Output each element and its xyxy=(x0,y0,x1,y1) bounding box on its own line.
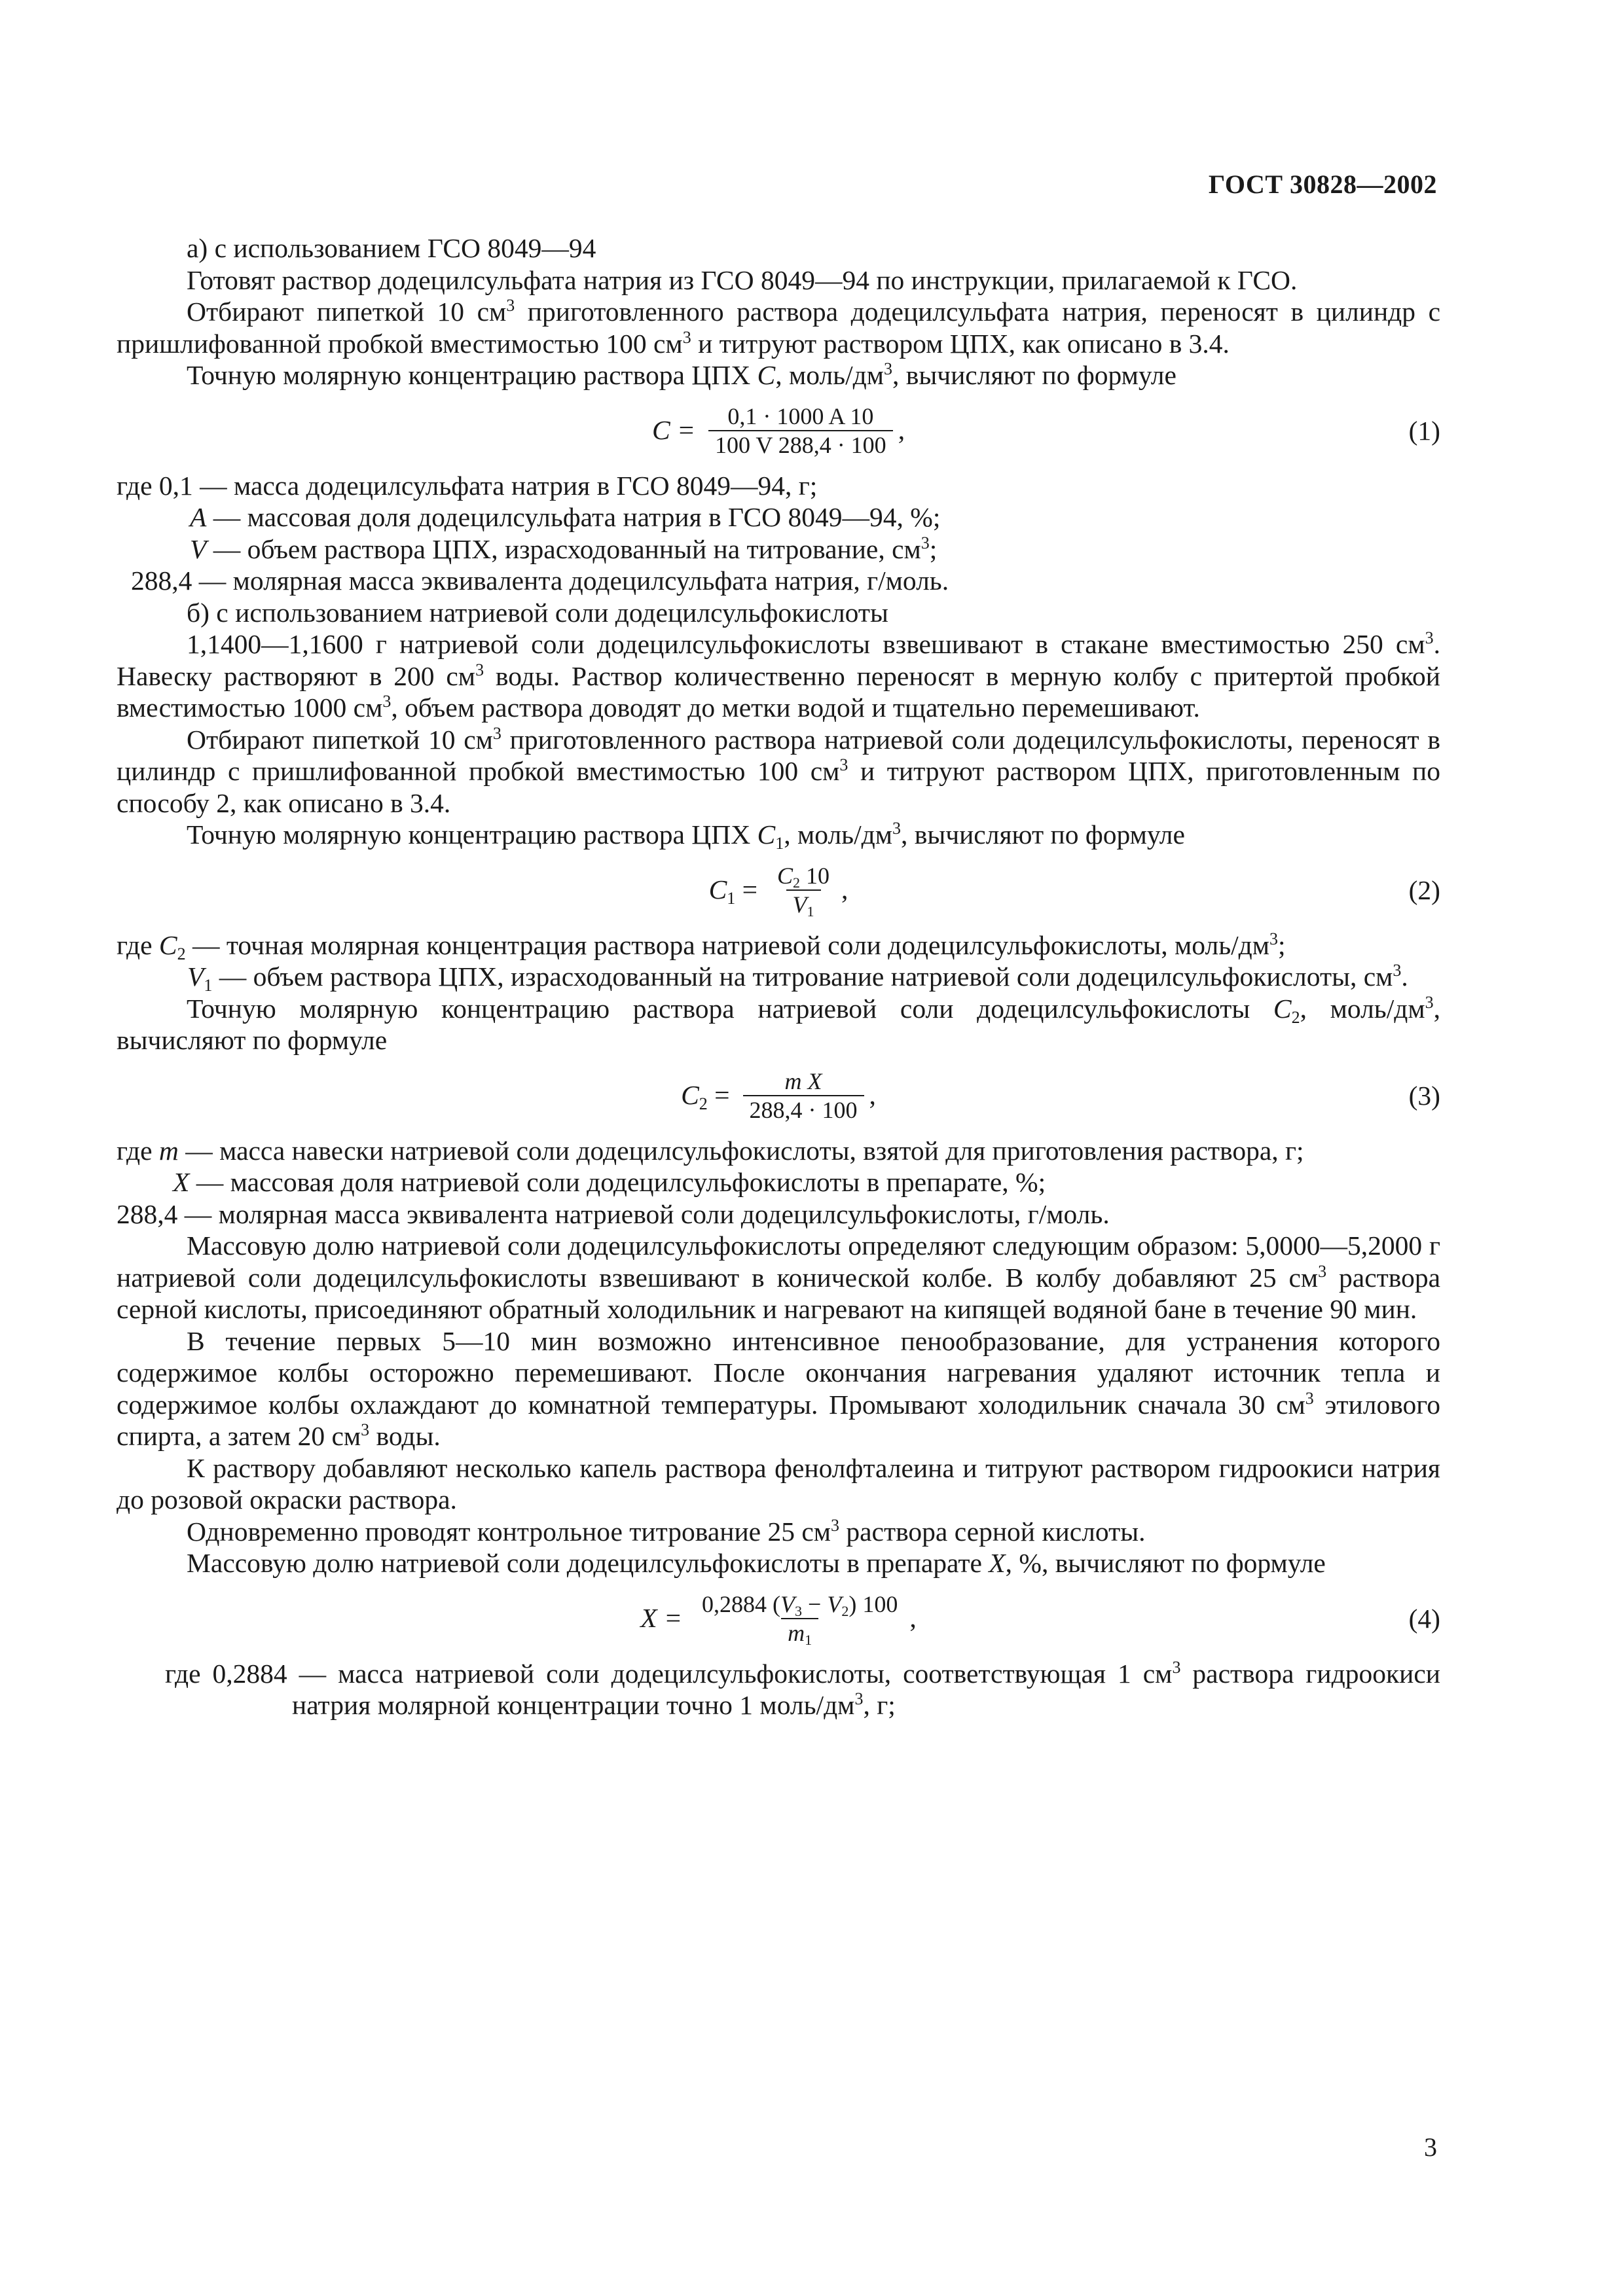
paragraph: Одновременно проводят контрольное титрование 25 $см^3$ раствора серной кислоты. xyxy=(187,1515,1146,1547)
section-b-title: б) с использованием натриевой соли додецилсульфокислоты xyxy=(187,597,888,628)
definition: $V_1$ — объем раствора ЦПХ, израсходованный на титрование натриевой соли додецилсульфокислоты, $см^3$. xyxy=(187,961,1408,995)
paragraph: Отбирают пипеткой 10 $см^3$ приготовленного раствора натриевой соли додецилсульфокислоты, переносят в цилиндр с пришлифованной пробкой вместимостью 100 $см^3$ и титруют раствором ЦПХ, приготовленным по способу 2, как описано в 3.4. xyxy=(117,723,1440,818)
formula-4: X = $\frac{0,2884 (V_3 - V_2) 100}{m_1}$ , (4) xyxy=(640,1590,1440,1648)
fraction: $\frac{\text{m X}}{288,4 \cdot 100}$ xyxy=(743,1067,864,1124)
paragraph: Точную молярную концентрацию раствора ЦПХ $C_1$, моль/$дм^3$, вычисляют по формуле xyxy=(187,819,1185,853)
definition: где m — масса навески натриевой соли додецилсульфокислоты, взятой для приготовления раствора, г; xyxy=(117,1135,1304,1166)
document-body xyxy=(117,232,1440,1721)
equation-number: (1) xyxy=(1408,415,1440,446)
paragraph: Массовую долю натриевой соли додецилсульфокислоты в препарате X, %, вычисляют по формуле xyxy=(187,1548,1326,1578)
definition: V — объем раствора ЦПХ, израсходованный на титрование, $см^3$; xyxy=(190,533,938,564)
definition: A — массовая доля додецилсульфата натрия в ГСО 8049—94, %; xyxy=(190,502,941,532)
paragraph: Массовую долю натриевой соли додецилсульфокислоты определяют следующим образом: 5,0000—5,2000 г натриевой соли додецилсульфокислоты взвешивают в конической колбе. В колбу добавляют 25 $см^3$ раствора серной кислоты, присоединяют обратный холодильник и нагревают на кипящей водяной бане в течение 90 мин. xyxy=(117,1230,1440,1324)
paragraph: 1,1400—1,1600 г натриевой соли додецилсульфокислоты взвешивают в стакане вместимостью 250 $см^3$. Навеску растворяют в 200 $см^3$ воды. Раствор количественно переносят в мерную колбу с притертой пробкой вместимостью 1000 $см^3$, объем раствора доводят до метки водой и тщательно перемешивают. xyxy=(117,628,1440,723)
paragraph: Отбирают пипеткой 10 $см^3$ приготовленного раствора додецилсульфата натрия, переносят в цилиндр с пришлифованной пробкой вместимостью 100 $см^3$ и титруют раствором ЦПХ, как описано в 3.4. xyxy=(117,296,1440,359)
equation-number: (4) xyxy=(1408,1603,1440,1634)
fraction: $\frac{0,1 \cdot 1000 A 10}{100 V 288,4 \cdot 100}$ xyxy=(708,403,893,459)
formula-3: $C_2$ = $\frac{\text{m X}}{288,4 \cdot 100}$ , (3) xyxy=(681,1067,1440,1123)
paragraph: Точную молярную концентрацию раствора ЦПХ С, моль/$дм^3$, вычисляют по формуле xyxy=(187,359,1176,390)
formula-1: C = $\frac{0,1 \cdot 1000 A 10}{100 V 288,4 \cdot 100}$ , (1) xyxy=(651,403,1440,458)
page-number: 3 xyxy=(1424,2132,1437,2162)
definition: 288,4 — молярная масса эквивалента додецилсульфата натрия, г/моль. xyxy=(131,565,949,596)
formula-2: $C_1$ = $\frac{C_2 10}{V_1}$ , (2) xyxy=(708,862,1440,920)
definition: где 0,1 — масса додецилсульфата натрия в ГСО 8049—94, г; xyxy=(117,470,818,501)
paragraph: Точную молярную концентрацию раствора натриевой соли додецилсульфокислоты $C_2$, моль/$дм^3$, вычисляют по формуле xyxy=(117,992,1440,1055)
definition: 288,4 — молярная масса эквивалента натриевой соли додецилсульфокислоты, г/моль. xyxy=(117,1198,1110,1229)
definition: X — массовая доля натриевой соли додецилсульфокислоты в препарате, %; xyxy=(173,1167,1046,1197)
equation-number: (3) xyxy=(1408,1080,1440,1111)
fraction: $\frac{C_2 10}{V_1}$ xyxy=(777,862,830,920)
paragraph: В течение первых 5—10 мин возможно интенсивное пенообразование, для устранения которого содержимое колбы осторожно перемешивают. После окончания нагревания удаляют источник тепла и содержимое колбы охлаждают до комнатной температуры. Промывают холодильник сначала 30 $см^3$ этилового спирта, а затем 20 $см^3$ воды. xyxy=(117,1325,1440,1451)
section-a-title: а) с использованием ГСО 8049—94 xyxy=(187,233,596,263)
definition: где 0,2884 — масса натриевой соли додецилсульфокислоты, соответствующая 1 $см^3$ раствора гидроокиси натрия молярной концентрации точно 1 моль/$дм^3$, г; xyxy=(165,1657,1440,1720)
equation-number: (2) xyxy=(1408,874,1440,905)
definition: где $C_2$ — точная молярная концентрация раствора натриевой соли додецилсульфокислоты, моль/$дм^3$; xyxy=(117,929,1286,963)
document-header: ГОСТ 30828—2002 xyxy=(1208,170,1437,199)
paragraph: Готовят раствор додецилсульфата натрия из ГСО 8049—94 по инструкции, прилагаемой к ГСО. xyxy=(187,264,1298,295)
paragraph: К раствору добавляют несколько капель раствора фенолфталеина и титруют раствором гидроокиси натрия до розовой окраски раствора. xyxy=(117,1452,1440,1515)
fraction: $\frac{0,2884 (V_3 - V_2) 100}{m_1}$ xyxy=(702,1590,898,1648)
